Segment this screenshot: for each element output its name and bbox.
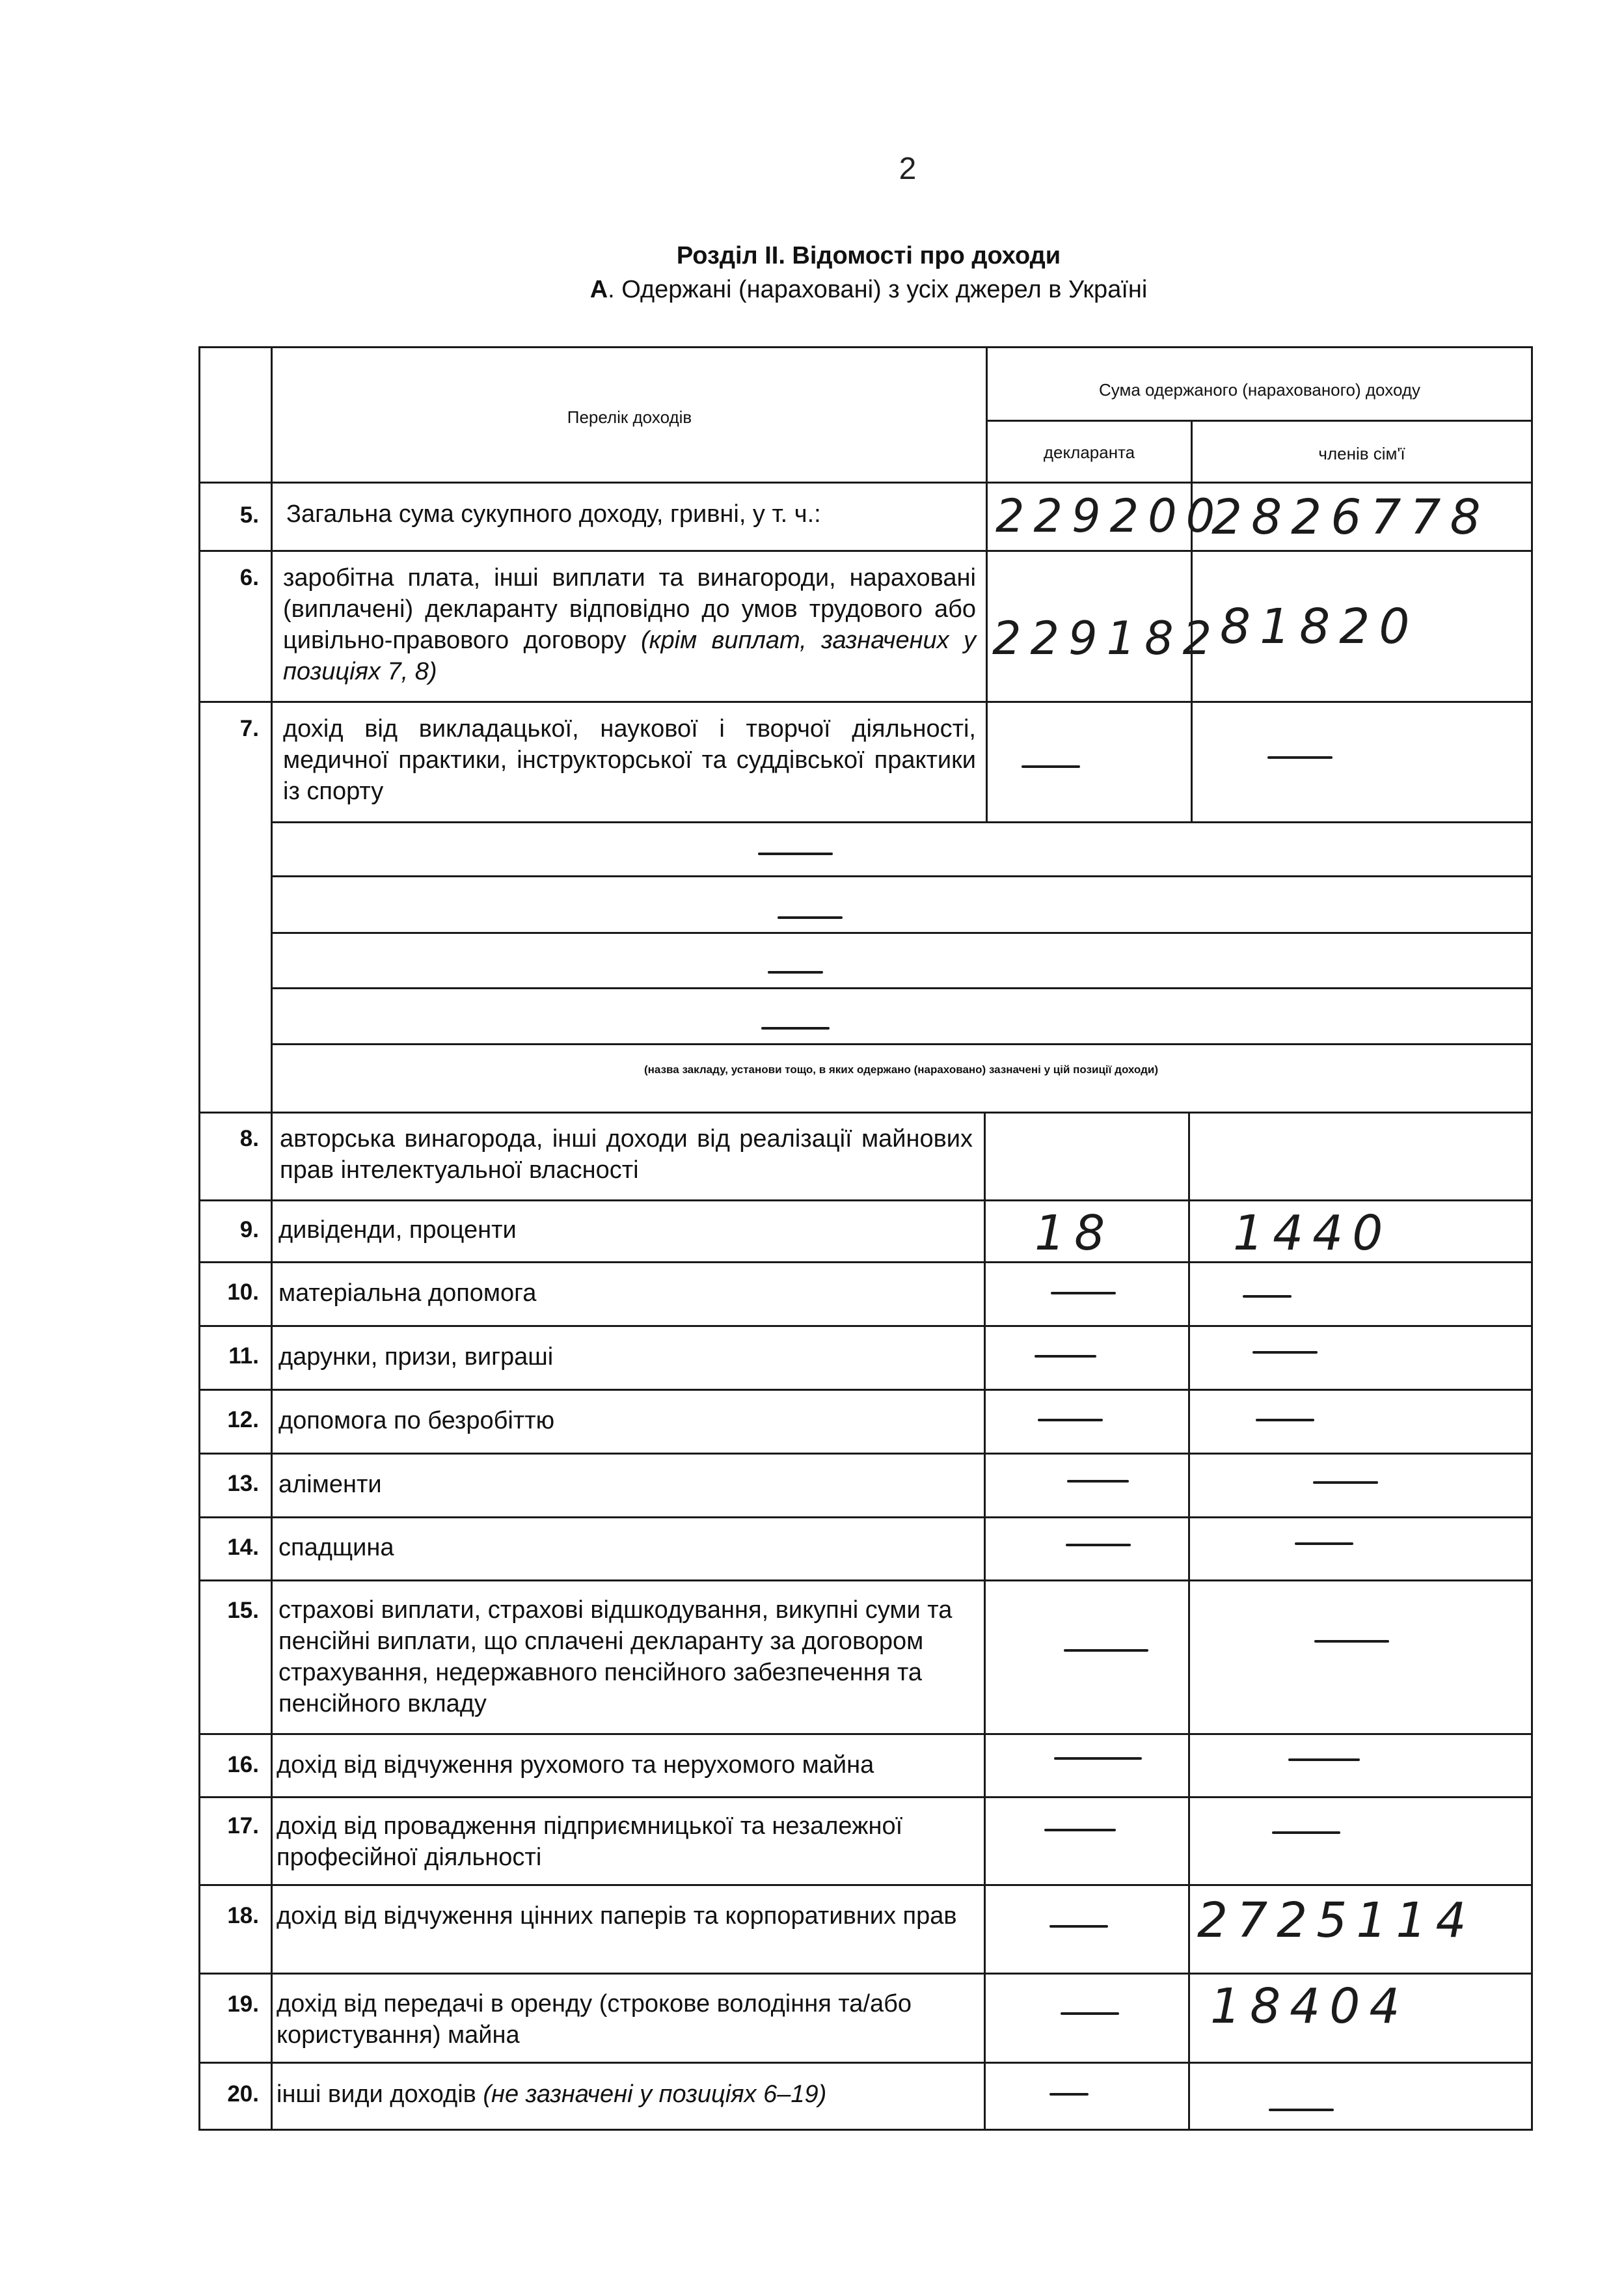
row-divider: [198, 1579, 1533, 1581]
handwritten-dash: [1267, 756, 1333, 759]
page-number: 2: [899, 152, 917, 186]
table-top-border: [198, 346, 1533, 348]
row-label: авторська винагорода, інші доходи від реалізації майнових прав інтелектуальної власності: [280, 1125, 973, 1184]
row-number: 11.: [228, 1343, 259, 1369]
row-number: 13.: [227, 1471, 259, 1496]
row-divider: [198, 1453, 1533, 1455]
row-number: 5.: [239, 502, 259, 528]
institution-dash: [761, 1027, 830, 1030]
header-sum-caption: Сума одержаного (нарахованого) доходу: [1098, 380, 1420, 400]
institution-line: [271, 1043, 1533, 1045]
row-divider: [198, 1389, 1533, 1391]
row-label: дарунки, призи, виграші: [278, 1343, 554, 1371]
row-number: 16.: [227, 1752, 259, 1777]
row-label: [277, 2079, 976, 2110]
row-label: аліменти: [278, 1471, 382, 1498]
handwritten-value-declarant: 229200: [995, 489, 1225, 543]
header-declarant: декларанта: [1043, 443, 1135, 462]
handwritten-value-family: 81820: [1220, 599, 1419, 655]
institution-note: (назва закладу, установи тощо, в яких одержано (нараховано) зазначені у цій позиції доходи): [644, 1063, 1158, 1076]
row-number: 18.: [227, 1903, 259, 1928]
row-label: дохід від провадження підприємницької та незалежної професійної діяльності: [277, 1812, 903, 1871]
row-number: 20.: [227, 2081, 259, 2107]
row-label: спадщина: [278, 1534, 394, 1561]
header-family: членів сім'ї: [1318, 444, 1405, 463]
row-number: 8.: [239, 1126, 259, 1151]
header-income-list: Перелік доходів: [567, 407, 692, 427]
row-number: 6.: [239, 565, 259, 590]
handwritten-dash: [1054, 1757, 1142, 1760]
handwritten-dash: [1049, 1925, 1108, 1928]
institution-dash: [758, 853, 833, 855]
handwritten-value-family: 2725114: [1197, 1893, 1476, 1948]
row-label: дохід від відчуження рухомого та нерухомого майна: [277, 1751, 874, 1779]
handwritten-dash: [1252, 1351, 1318, 1354]
row-divider: [198, 1261, 1533, 1263]
row-label: дивіденди, проценти: [278, 1216, 517, 1244]
handwritten-dash: [1272, 1831, 1340, 1834]
handwritten-dash: [1295, 1542, 1353, 1545]
row-label: Загальна сума сукупного доходу, гривні, у т. ч.:: [286, 500, 821, 528]
column-divider-declarant-top: [986, 346, 988, 823]
row-divider: [198, 1325, 1533, 1327]
subtitle-letter: А: [589, 276, 608, 303]
handwritten-dash: [1044, 1829, 1116, 1831]
row-number: 7.: [239, 716, 259, 741]
institution-dash: [768, 971, 823, 974]
handwritten-dash: [1038, 1419, 1103, 1421]
table-border-left: [198, 346, 200, 2131]
row-divider: [198, 1112, 1533, 1114]
row-divider: [271, 821, 1533, 823]
row-divider: [198, 2062, 1533, 2064]
handwritten-dash: [1066, 1544, 1131, 1546]
row-label: дохід від відчуження цінних паперів та корпоративних прав: [277, 1902, 957, 1930]
handwritten-value-family: 18404: [1210, 1978, 1409, 2034]
row-label-main: інші види доходів: [277, 2081, 476, 2108]
column-divider-declarant-bottom: [984, 1112, 986, 2131]
handwritten-dash: [1256, 1419, 1314, 1421]
institution-line: [271, 987, 1533, 989]
row-number: 17.: [227, 1813, 259, 1839]
row-number: 12.: [227, 1407, 259, 1432]
institution-line: [271, 875, 1533, 877]
row-divider: [198, 1516, 1533, 1518]
column-divider-text: [271, 346, 273, 2131]
handwritten-value-family: 2826778: [1211, 489, 1490, 545]
handwritten-dash: [1067, 1480, 1129, 1483]
row-divider: [198, 1973, 1533, 1975]
row-divider: [198, 1884, 1533, 1886]
row-divider: [198, 1796, 1533, 1798]
table-bottom-border: [198, 2129, 1533, 2131]
header-sum-divider: [986, 420, 1533, 422]
handwritten-dash: [1049, 2093, 1089, 2096]
row-label: матеріальна допомога: [278, 1279, 537, 1307]
row-label-italic: (крім виплат, зазначених у позиціях 7, 8): [283, 627, 976, 685]
institution-line: [271, 932, 1533, 934]
row-label: страхові виплати, страхові відшкодування, викупні суми та пенсійні виплати, що сплачені декларанту за договором страхування, недержавного пенсійного забезпечення та пенсійного вкладу: [278, 1596, 953, 1717]
handwritten-value-family: 1440: [1233, 1205, 1392, 1261]
handwritten-dash: [1269, 2109, 1334, 2111]
handwritten-value-declarant: 18: [1035, 1205, 1115, 1261]
row-divider: [198, 1199, 1533, 1201]
row-label-main: заробітна плата, інші виплати та винагороди, нараховані (виплачені) декларанту відповідно до умов трудового або цивільно-правового договору: [283, 564, 976, 654]
handwritten-dash: [1035, 1355, 1096, 1358]
handwritten-dash: [1288, 1758, 1360, 1761]
row-label: дохід від викладацької, наукової і творчої діяльності, медичної практики, інструкторської та суддівської практики із спорту: [283, 715, 976, 805]
institution-dash: [778, 916, 843, 919]
handwritten-dash: [1064, 1649, 1148, 1652]
table-border-right: [1531, 346, 1533, 2131]
row-label: [283, 562, 976, 687]
handwritten-dash: [1243, 1295, 1292, 1298]
column-divider-family-bottom: [1188, 1112, 1190, 2131]
row-divider: [198, 701, 1533, 703]
handwritten-value-declarant: 229182: [992, 612, 1221, 665]
handwritten-dash: [1051, 1292, 1116, 1294]
subtitle-text: . Одержані (нараховані) з усіх джерел в Україні: [608, 276, 1148, 303]
row-divider: [198, 1733, 1533, 1735]
handwritten-dash: [1022, 765, 1080, 768]
handwritten-dash: [1314, 1640, 1389, 1643]
row-label: дохід від передачі в оренду (строкове володіння та/або користування) майна: [277, 1990, 912, 2049]
row-number: 9.: [239, 1217, 259, 1242]
row-number: 19.: [227, 1991, 259, 2017]
row-number: 15.: [227, 1598, 259, 1623]
row-number: 14.: [227, 1535, 259, 1560]
row-divider: [198, 550, 1533, 552]
section-subtitle: [0, 276, 1624, 304]
row-label-italic: (не зазначені у позиціях 6–19): [483, 2081, 827, 2108]
row-divider: [198, 482, 1533, 484]
section-title: Розділ ІІ. Відомості про доходи: [676, 242, 1061, 269]
handwritten-dash: [1061, 2012, 1119, 2015]
row-number: 10.: [227, 1279, 259, 1305]
row-label: допомога по безробіттю: [278, 1407, 555, 1434]
handwritten-dash: [1313, 1481, 1378, 1484]
